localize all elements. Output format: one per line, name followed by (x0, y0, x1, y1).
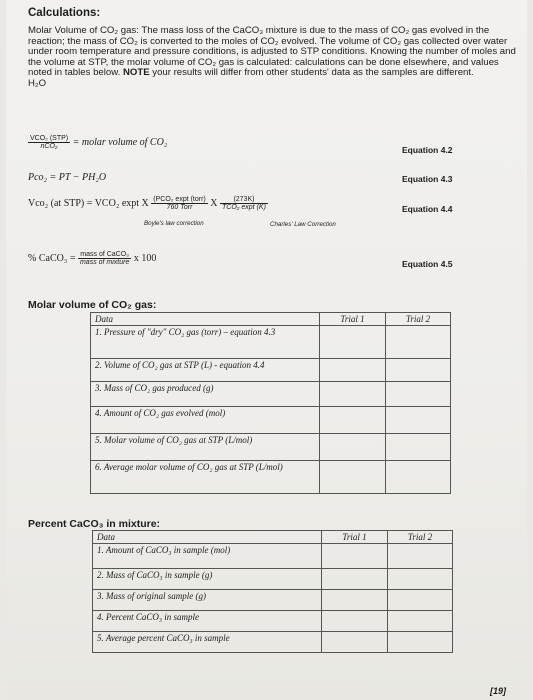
header-trial-2: Trial 2 (386, 313, 451, 326)
intro-text: Molar Volume of CO₂ gas: The mass loss of the CaCO₃ mixture is due to the mass of CO₂ gas evolved in the reaction; the mass of CO₂ is converted to the moles of CO₂ evolved. The volume of CO₂ gas collected over water under room temperature and pressure conditions, is adjusted to STP conditions. Knowing the number of moles and the volume at STP, the molar volume of CO₂ gas is calculated: calculations can be done elsewhere, and values noted in tables below. (28, 25, 516, 79)
trial-1-cell[interactable] (320, 359, 386, 382)
eq44-charles-label: Charles' Law Correction (270, 221, 336, 228)
table-row (93, 590, 453, 611)
eq42-denominator: nCO₂ (40, 143, 58, 150)
eq45-rhs: x 100 (133, 252, 157, 264)
eq44-frac1-den: 760 Torr (166, 204, 193, 211)
header-trial-1: Trial 1 (320, 313, 386, 326)
row-label: 2. Volume of CO₂ gas at STP (L) - equation 4.4 (91, 359, 320, 382)
eq42-numerator: VCO₂ (STP) (30, 135, 69, 142)
table-row (93, 544, 453, 569)
trial-2-cell[interactable] (388, 590, 453, 611)
table-row (91, 359, 451, 382)
row-label: 1. Pressure of "dry" CO₂ gas (torr) – equation 4.3 (91, 326, 320, 359)
note-label: NOTE (122, 67, 150, 79)
percent-caco3-table (92, 530, 453, 653)
row-label: 5. Molar volume of CO₂ gas at STP (L/mol) (91, 434, 320, 461)
eq44-charles-fraction (220, 196, 268, 211)
eq42-rhs: = molar volume of CO₂ (72, 136, 168, 148)
row-label: 4. Amount of CO₂ gas evolved (mol) (91, 407, 320, 434)
equation-4-2 (28, 135, 167, 150)
eq44-boyle-fraction (151, 196, 208, 211)
row-label: 6. Average molar volume of CO₂ gas at STP (L/mol) (91, 461, 320, 494)
header-data: Data (91, 313, 320, 326)
trial-1-cell[interactable] (322, 632, 388, 653)
eq44-lhs: Vco₂ (at STP) = VCO₂ expt X (28, 197, 149, 209)
trial-2-cell[interactable] (388, 544, 453, 569)
trial-2-cell[interactable] (386, 326, 451, 359)
percent-caco3-title: Percent CaCO₃ in mixture: (28, 518, 161, 530)
trial-1-cell[interactable] (320, 407, 386, 434)
eq43-label: Equation 4.3 (402, 174, 453, 184)
table-row (93, 611, 453, 632)
table-row (91, 434, 451, 461)
trial-2-cell[interactable] (386, 434, 451, 461)
eq42-fraction (28, 135, 70, 150)
trial-1-cell[interactable] (320, 382, 386, 407)
eq44-frac2-num: (273K) (220, 196, 268, 204)
calculations-heading: Calculations: (28, 7, 101, 19)
trial-2-cell[interactable] (388, 611, 453, 632)
row-label: 3. Mass of CO₂ gas produced (g) (91, 382, 320, 407)
eq44-frac2-den: TCO₂ expt (K) (222, 204, 266, 211)
header-data: Data (93, 531, 322, 544)
trial-1-cell[interactable] (322, 569, 388, 590)
page-number: [19] (490, 686, 507, 696)
header-trial-2: Trial 2 (388, 531, 453, 544)
eq45-numerator: mass of CaCO₃ (78, 251, 131, 259)
eq44-times: X (210, 197, 218, 209)
trial-1-cell[interactable] (322, 544, 388, 569)
eq45-denominator: mass of mixture (79, 259, 130, 266)
trial-2-cell[interactable] (386, 461, 451, 494)
eq45-fraction (78, 251, 131, 266)
trial-2-cell[interactable] (386, 382, 451, 407)
equation-4-4 (28, 196, 268, 211)
row-label: 5. Average percent CaCO₃ in sample (93, 632, 322, 653)
molar-volume-title: Molar volume of CO₂ gas: (28, 299, 157, 311)
eq44-label: Equation 4.4 (402, 204, 453, 214)
table-row (91, 326, 451, 359)
trial-1-cell[interactable] (320, 434, 386, 461)
eq45-lhs: % CaCO₃ = (28, 252, 76, 264)
equation-4-5 (28, 251, 156, 266)
table-row (91, 461, 451, 494)
eq42-label: Equation 4.2 (402, 145, 453, 155)
intro-last-line: H₂O (28, 77, 47, 89)
table-row (93, 569, 453, 590)
row-label: 2. Mass of CaCO₃ in sample (g) (93, 569, 322, 590)
trial-2-cell[interactable] (386, 359, 451, 382)
eq45-label: Equation 4.5 (402, 259, 453, 269)
trial-1-cell[interactable] (322, 611, 388, 632)
trial-1-cell[interactable] (320, 326, 386, 359)
table-header-row (91, 313, 451, 326)
trial-2-cell[interactable] (388, 632, 453, 653)
row-label: 1. Amount of CaCO₃ in sample (mol) (93, 544, 322, 569)
trial-1-cell[interactable] (320, 461, 386, 494)
note-text: your results will differ from other students' data as the samples are different. (149, 67, 474, 79)
equation-4-3 (28, 172, 106, 183)
eq43-text: Pco₂ = PT − PH₂O (28, 172, 107, 183)
eq44-frac1-num: (PCO₂ expt (torr) (153, 196, 206, 203)
intro-paragraph (28, 26, 518, 90)
table-row (91, 407, 451, 434)
header-trial-1: Trial 1 (322, 531, 388, 544)
worksheet-page (6, 0, 527, 700)
trial-2-cell[interactable] (386, 407, 451, 434)
row-label: 3. Mass of original sample (g) (93, 590, 322, 611)
table-header-row (93, 531, 453, 544)
molar-volume-table (90, 312, 451, 494)
row-label: 4. Percent CaCO₃ in sample (93, 611, 322, 632)
eq44-boyle-label: Boyle's law correction (144, 220, 204, 227)
trial-2-cell[interactable] (388, 569, 453, 590)
table-row (91, 382, 451, 407)
trial-1-cell[interactable] (322, 590, 388, 611)
table-row (93, 632, 453, 653)
